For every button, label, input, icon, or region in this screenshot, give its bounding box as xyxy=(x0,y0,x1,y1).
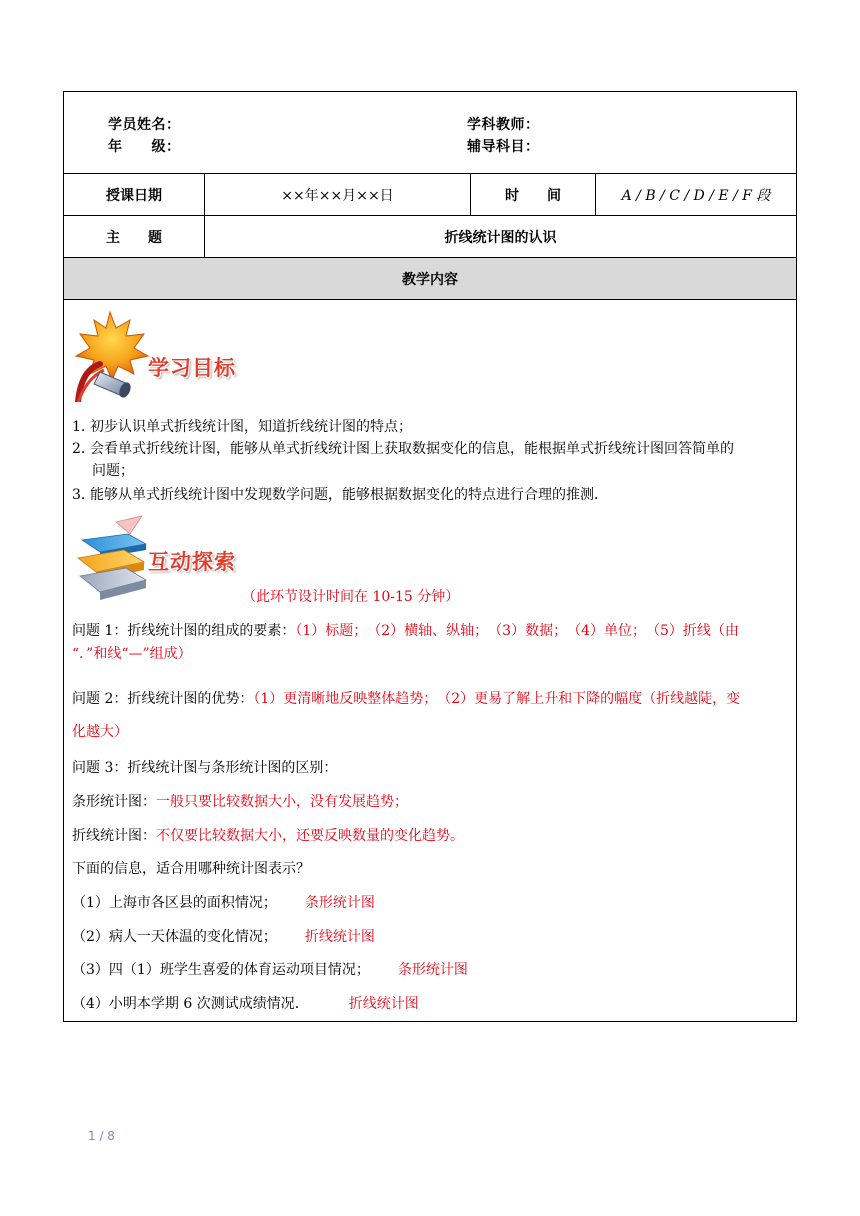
student-name-label: 学员姓名： xyxy=(108,117,181,133)
content-title: 教学内容 xyxy=(64,258,796,300)
goal-text: 能够从单式折线统计图中发现数学问题，能够根据数据变化的特点进行合理的推测． xyxy=(90,487,608,503)
interactive-explore-title: 互动探索 xyxy=(148,550,236,574)
exercise-item-text: （3）四（1）班学生喜爱的体育运动项目情况； xyxy=(72,962,370,978)
exercise-item-text: （2）病人一天体温的变化情况； xyxy=(72,929,277,945)
question-2 xyxy=(72,688,788,710)
maple-leaf-bell-icon xyxy=(70,310,150,402)
exercise-item-answer: 条形统计图 xyxy=(304,895,375,911)
teacher-label: 学科教师： xyxy=(467,117,540,133)
time-value: A / B / C / D / E / F 段 xyxy=(621,187,771,204)
exercise-item xyxy=(72,993,788,1015)
goal-item xyxy=(72,438,788,460)
learning-goals-title: 学习目标 xyxy=(148,356,236,380)
goal-text: 初步认识单式折线统计图，知道折线统计图的特点； xyxy=(90,419,412,435)
content-body xyxy=(64,300,796,1021)
exercise-item-text: （1）上海市各区县的面积情况； xyxy=(72,895,277,911)
question-3: 问题 3：折线统计图与条形统计图的区别： xyxy=(72,760,338,776)
topic-row xyxy=(64,216,796,258)
line-chart-answer: 不仅要比较数据大小，还要反映数量的变化趋势。 xyxy=(156,828,464,844)
exercise-item xyxy=(72,959,788,981)
exercise-item-answer: 条形统计图 xyxy=(397,962,468,978)
grade-label: 年 级： xyxy=(108,139,181,155)
question-1-answer-cont: “．”和线“—”组成） xyxy=(72,646,192,662)
time-note: （此环节设计时间在 10-15 分钟） xyxy=(242,589,460,605)
question-2-answer-cont: 化越大） xyxy=(72,724,128,740)
question-2-answer: （1）更清晰地反映整体趋势； （2）更易了解上升和下降的幅度（折线越陡，变 xyxy=(253,691,741,707)
learning-goals-banner xyxy=(70,310,240,402)
exercise-item-text: （4）小明本学期 6 次测试成绩情况． xyxy=(72,996,309,1012)
subject-label: 辅导科目： xyxy=(467,139,540,155)
goal-item xyxy=(72,416,788,438)
goal-item xyxy=(72,484,788,506)
question-1-prefix: 问题 1：折线统计图的组成的要素： xyxy=(72,623,296,639)
line-chart-difference xyxy=(72,825,788,847)
bar-chart-label: 条形统计图： xyxy=(72,794,156,810)
question-2-prefix: 问题 2：折线统计图的优势： xyxy=(72,691,254,707)
student-info-row xyxy=(64,92,796,174)
topic-value: 折线统计图的认识 xyxy=(444,229,557,246)
date-label: 授课日期 xyxy=(64,174,205,215)
bar-chart-difference xyxy=(72,791,788,813)
goal-num: 1． xyxy=(72,419,95,435)
date-row xyxy=(64,174,796,216)
goal-num: 3． xyxy=(72,487,95,503)
bar-chart-answer: 一般只要比较数据大小，没有发展趋势； xyxy=(156,794,408,810)
exercise-item-answer: 折线统计图 xyxy=(348,996,419,1012)
interactive-explore-banner xyxy=(72,514,252,600)
date-value: ××年××月××日 xyxy=(205,174,471,215)
line-chart-label: 折线统计图： xyxy=(72,828,156,844)
goal-item-cont: 问题； xyxy=(92,463,134,479)
exercise-item xyxy=(72,892,788,914)
goal-text: 会看单式折线统计图，能够从单式折线统计图上获取数据变化的信息，能根据单式折线统计图回答简单的 xyxy=(90,441,734,457)
topic-label: 主 题 xyxy=(64,216,205,257)
question-1 xyxy=(72,620,788,642)
books-paper-plane-icon xyxy=(72,514,152,600)
question-1-answer: （1）标题； （2）横轴、纵轴； （3）数据； （4）单位； （5）折线（由 xyxy=(295,623,739,639)
lesson-plan-table xyxy=(63,91,797,1022)
exercise-question: 下面的信息，适合用哪种统计图表示？ xyxy=(72,861,310,877)
goal-num: 2． xyxy=(72,441,95,457)
time-label: 时 间 xyxy=(471,174,596,215)
exercise-item-answer: 折线统计图 xyxy=(304,929,375,945)
exercise-item xyxy=(72,926,788,948)
page-indicator: 1 / 8 xyxy=(88,1129,115,1143)
